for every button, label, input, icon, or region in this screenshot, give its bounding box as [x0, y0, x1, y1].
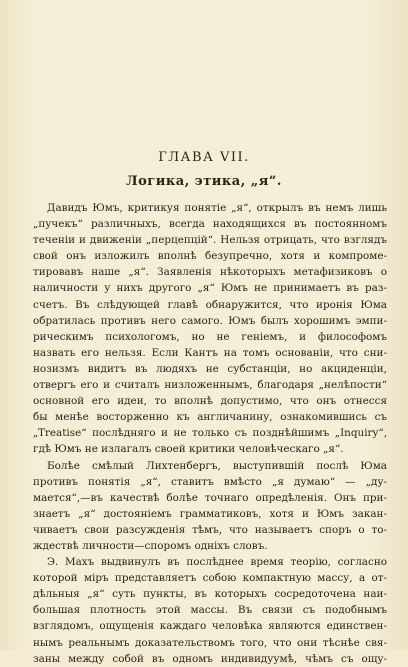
text-line: обратилась противъ него самого. Юмъ былъ хорошимъ эмпи-	[33, 314, 387, 327]
text-line: чиваетъ свои разсужденія тѣмъ, что называетъ споръ о то-	[33, 523, 387, 536]
text-line: большая плотность этой массы. Въ связи съ подобнымъ	[33, 604, 387, 617]
text-line: рическимъ психологомъ, но не геніемъ, и философомъ	[33, 330, 387, 343]
text-line: нозизмъ видитъ въ людяхъ не субстанціи, но акциденціи,	[33, 362, 387, 375]
text-line: заны между собой въ одномъ индивидуумѣ, чѣмъ съ ощу-	[33, 652, 387, 665]
chapter-heading: ГЛАВА VII.	[158, 150, 250, 165]
text-line: нымъ реальнымъ доказательствомъ того, что они тѣснѣе свя-	[33, 636, 387, 649]
text-line: счетъ. Въ слѣдующей главѣ обнаружится, что иронія Юма	[33, 298, 387, 311]
text-line: Э. Махъ выдвинулъ въ послѣднее время теорію, согласно	[47, 556, 387, 569]
text-line: Давидъ Юмъ, критикуя понятіе „я“, открылъ въ немъ лишь	[47, 202, 387, 214]
text-line: тировавъ наше „я“. Заявленія нѣкоторыхъ метафизиковъ о	[33, 266, 387, 279]
body-text	[33, 200, 387, 667]
text-line: назвать его нельзя. Если Кантъ на томъ основаніи, что сни-	[33, 346, 387, 359]
text-line: противъ понятія „я“, ставитъ вмѣсто „я думаю“ — „ду-	[33, 475, 387, 488]
text-line: которой міръ представляетъ собою компактную массу, а от-	[33, 572, 387, 585]
text-line: ждествѣ личности—споромъ одніхъ словъ.	[33, 539, 268, 552]
text-line: гдѣ Юмъ не излагалъ своей критики человѣческаго „я“.	[33, 443, 344, 456]
text-line: теченіи и движеніи „перцепцій“. Нельзя отрицать, что взглядъ	[33, 234, 387, 247]
text-line: наличности у нихъ другого „я“ Юмъ не принимаетъ въ раз-	[33, 282, 387, 295]
text-line: бы менѣе восторженно къ англичанину, ознакомившись съ	[33, 411, 387, 424]
text-line: мается“,—въ качествѣ болѣе точнаго опредѣленія. Онъ при-	[33, 491, 387, 504]
text-line: дѣльныя „я“ суть пункты, въ которыхъ сосредоточена наи-	[33, 588, 387, 601]
text-line: Болѣе смѣлый Лихтенбергъ, выступившій послѣ Юма	[47, 459, 387, 472]
chapter-subtitle: Логика, этика, „я“.	[126, 174, 282, 189]
text-line: свой онъ изложилъ вполнѣ безупречно, хотя и компроме-	[33, 250, 387, 263]
text-line: основной его идеи, то вполнѣ допустимо, что онъ отнесся	[33, 395, 387, 408]
text-line: „Treatise“ послѣдняго и не только съ позднѣйшимъ „Inquiry“,	[33, 427, 387, 440]
text-line: взглядомъ, ощущенія каждаго человѣка являются единствен-	[33, 620, 387, 633]
text-line: знаетъ „я“ достояніемъ грамматиковъ, хотя и Юмъ закан-	[33, 507, 387, 520]
text-line: отвергъ его и считалъ низложеннымъ, благодаря „нелѣпости“	[33, 379, 387, 392]
text-line: „пучекъ“ различныхъ, всегда находящихся въ постоянномъ	[33, 218, 387, 231]
